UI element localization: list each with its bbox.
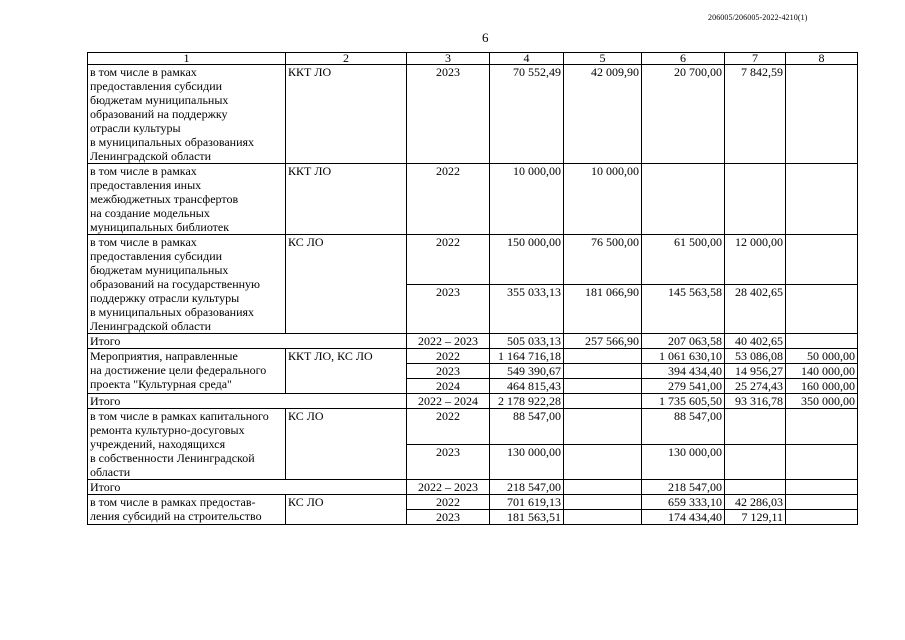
description-line: в том числе в рамках xyxy=(90,65,197,79)
column-header: 5 xyxy=(564,53,642,65)
table-header-row xyxy=(88,53,858,65)
row-description xyxy=(88,495,286,525)
row-year: 2022 xyxy=(407,495,490,510)
description-line: в собственности Ленинградской xyxy=(90,451,255,465)
cell-c7: 42 286,03 xyxy=(725,495,786,510)
cell-c5 xyxy=(564,409,642,445)
description-line: предоставления субсидии xyxy=(90,79,223,93)
cell-c5: 42 009,90 xyxy=(564,65,642,164)
column-header: 2 xyxy=(286,53,407,65)
total-c7 xyxy=(725,480,786,495)
cell-c4: 88 547,00 xyxy=(490,409,564,445)
row-year: 2022 xyxy=(407,349,490,364)
cell-c5 xyxy=(564,510,642,525)
description-line: межбюджетных трансфертов xyxy=(90,192,239,206)
cell-c8 xyxy=(786,284,858,334)
cell-c5: 76 500,00 xyxy=(564,235,642,285)
cell-c4: 10 000,00 xyxy=(490,164,564,235)
description-line: предоставления иных xyxy=(90,178,202,192)
cell-c5 xyxy=(564,349,642,364)
table-row xyxy=(88,349,858,364)
document-code: 206005/206005-2022-4210(1) xyxy=(708,13,808,22)
row-description xyxy=(88,65,286,164)
description-line: Мероприятия, направленные xyxy=(90,349,238,363)
cell-c8 xyxy=(786,65,858,164)
description-line: в том числе в рамках предостав- xyxy=(90,495,256,509)
cell-c4: 355 033,13 xyxy=(490,284,564,334)
cell-c7: 28 402,65 xyxy=(725,284,786,334)
row-year: 2023 xyxy=(407,444,490,480)
total-c5: 257 566,90 xyxy=(564,334,642,349)
cell-c6: 174 434,40 xyxy=(642,510,725,525)
description-line: Ленинградской области xyxy=(90,319,212,333)
cell-c7 xyxy=(725,444,786,480)
description-line: ления субсидий на строительство xyxy=(90,509,262,523)
cell-c7: 53 086,08 xyxy=(725,349,786,364)
cell-c6: 1 061 630,10 xyxy=(642,349,725,364)
row-source: КС ЛО xyxy=(286,495,407,525)
cell-c7: 7 129,11 xyxy=(725,510,786,525)
total-row xyxy=(88,334,858,349)
cell-c4: 150 000,00 xyxy=(490,235,564,285)
row-description xyxy=(88,409,286,480)
cell-c6: 88 547,00 xyxy=(642,409,725,445)
cell-c6: 20 700,00 xyxy=(642,65,725,164)
total-c4: 505 033,13 xyxy=(490,334,564,349)
description-line: области xyxy=(90,465,131,479)
description-line: в муниципальных образованиях xyxy=(90,305,255,319)
cell-c6: 279 541,00 xyxy=(642,379,725,394)
total-c6: 1 735 605,50 xyxy=(642,394,725,409)
row-source: ККТ ЛО, КС ЛО xyxy=(286,349,407,394)
cell-c7: 14 956,27 xyxy=(725,364,786,379)
cell-c5: 181 066,90 xyxy=(564,284,642,334)
cell-c6 xyxy=(642,164,725,235)
table-row xyxy=(88,495,858,510)
cell-c8 xyxy=(786,495,858,510)
description-line: в том числе в рамках xyxy=(90,164,197,178)
row-description xyxy=(88,164,286,235)
table-row xyxy=(88,164,858,235)
cell-c4: 701 619,13 xyxy=(490,495,564,510)
table-row xyxy=(88,65,858,164)
description-line: Ленинградской области xyxy=(90,149,212,163)
cell-c8 xyxy=(786,444,858,480)
cell-c7: 7 842,59 xyxy=(725,65,786,164)
description-line: в том числе в рамках xyxy=(90,235,197,249)
cell-c5 xyxy=(564,444,642,480)
row-year: 2024 xyxy=(407,379,490,394)
total-c8 xyxy=(786,480,858,495)
table-row xyxy=(88,235,858,285)
description-line: на достижение цели федерального xyxy=(90,363,267,377)
total-year-range: 2022 – 2023 xyxy=(407,334,490,349)
total-c7: 40 402,65 xyxy=(725,334,786,349)
description-line: образований на поддержку xyxy=(90,107,228,121)
description-line: в том числе в рамках капитального xyxy=(90,409,269,423)
cell-c7: 12 000,00 xyxy=(725,235,786,285)
row-year: 2023 xyxy=(407,65,490,164)
budget-table xyxy=(87,52,858,525)
column-header: 7 xyxy=(725,53,786,65)
row-description xyxy=(88,349,286,394)
total-c8: 350 000,00 xyxy=(786,394,858,409)
cell-c8: 50 000,00 xyxy=(786,349,858,364)
cell-c6: 145 563,58 xyxy=(642,284,725,334)
cell-c4: 181 563,51 xyxy=(490,510,564,525)
description-line: в муниципальных образованиях xyxy=(90,135,255,149)
total-c6: 207 063,58 xyxy=(642,334,725,349)
total-label: Итого xyxy=(88,480,407,495)
row-source: ККТ ЛО xyxy=(286,65,407,164)
description-line: на создание модельных xyxy=(90,206,210,220)
column-header: 6 xyxy=(642,53,725,65)
description-line: предоставления субсидии xyxy=(90,249,223,263)
total-c4: 2 178 922,28 xyxy=(490,394,564,409)
column-header: 8 xyxy=(786,53,858,65)
cell-c5 xyxy=(564,364,642,379)
cell-c4: 549 390,67 xyxy=(490,364,564,379)
description-line: бюджетам муниципальных xyxy=(90,263,229,277)
row-year: 2023 xyxy=(407,510,490,525)
cell-c5 xyxy=(564,379,642,394)
column-header: 1 xyxy=(88,53,286,65)
row-description xyxy=(88,235,286,334)
total-year-range: 2022 – 2024 xyxy=(407,394,490,409)
cell-c8 xyxy=(786,510,858,525)
description-line: муниципальных библиотек xyxy=(90,220,230,234)
description-line: ремонта культурно-досуговых xyxy=(90,423,245,437)
cell-c5: 10 000,00 xyxy=(564,164,642,235)
total-c5 xyxy=(564,480,642,495)
description-line: поддержку отрасли культуры xyxy=(90,291,240,305)
total-year-range: 2022 – 2023 xyxy=(407,480,490,495)
row-source: КС ЛО xyxy=(286,409,407,480)
cell-c4: 1 164 716,18 xyxy=(490,349,564,364)
cell-c4: 464 815,43 xyxy=(490,379,564,394)
total-row xyxy=(88,480,858,495)
cell-c8: 160 000,00 xyxy=(786,379,858,394)
total-label: Итого xyxy=(88,334,407,349)
total-c4: 218 547,00 xyxy=(490,480,564,495)
cell-c6: 394 434,40 xyxy=(642,364,725,379)
description-line: бюджетам муниципальных xyxy=(90,93,229,107)
total-c8 xyxy=(786,334,858,349)
total-c7: 93 316,78 xyxy=(725,394,786,409)
cell-c7 xyxy=(725,164,786,235)
description-line: образований на государственную xyxy=(90,277,261,291)
page-number: 6 xyxy=(482,30,489,45)
total-label: Итого xyxy=(88,394,407,409)
description-line: учреждений, находящихся xyxy=(90,437,226,451)
cell-c4: 70 552,49 xyxy=(490,65,564,164)
total-c5 xyxy=(564,394,642,409)
cell-c6: 130 000,00 xyxy=(642,444,725,480)
cell-c5 xyxy=(564,495,642,510)
cell-c8 xyxy=(786,409,858,445)
cell-c6: 659 333,10 xyxy=(642,495,725,510)
row-year: 2023 xyxy=(407,284,490,334)
row-year: 2022 xyxy=(407,409,490,445)
total-c6: 218 547,00 xyxy=(642,480,725,495)
cell-c8 xyxy=(786,164,858,235)
cell-c7 xyxy=(725,409,786,445)
description-line: проекта "Культурная среда" xyxy=(90,377,232,391)
row-year: 2022 xyxy=(407,164,490,235)
row-year: 2022 xyxy=(407,235,490,285)
row-source: КС ЛО xyxy=(286,235,407,334)
cell-c6: 61 500,00 xyxy=(642,235,725,285)
column-header: 3 xyxy=(407,53,490,65)
cell-c8: 140 000,00 xyxy=(786,364,858,379)
cell-c4: 130 000,00 xyxy=(490,444,564,480)
table-row xyxy=(88,409,858,445)
column-header: 4 xyxy=(490,53,564,65)
row-year: 2023 xyxy=(407,364,490,379)
row-source: ККТ ЛО xyxy=(286,164,407,235)
cell-c7: 25 274,43 xyxy=(725,379,786,394)
cell-c8 xyxy=(786,235,858,285)
description-line: отрасли культуры xyxy=(90,121,181,135)
total-row xyxy=(88,394,858,409)
